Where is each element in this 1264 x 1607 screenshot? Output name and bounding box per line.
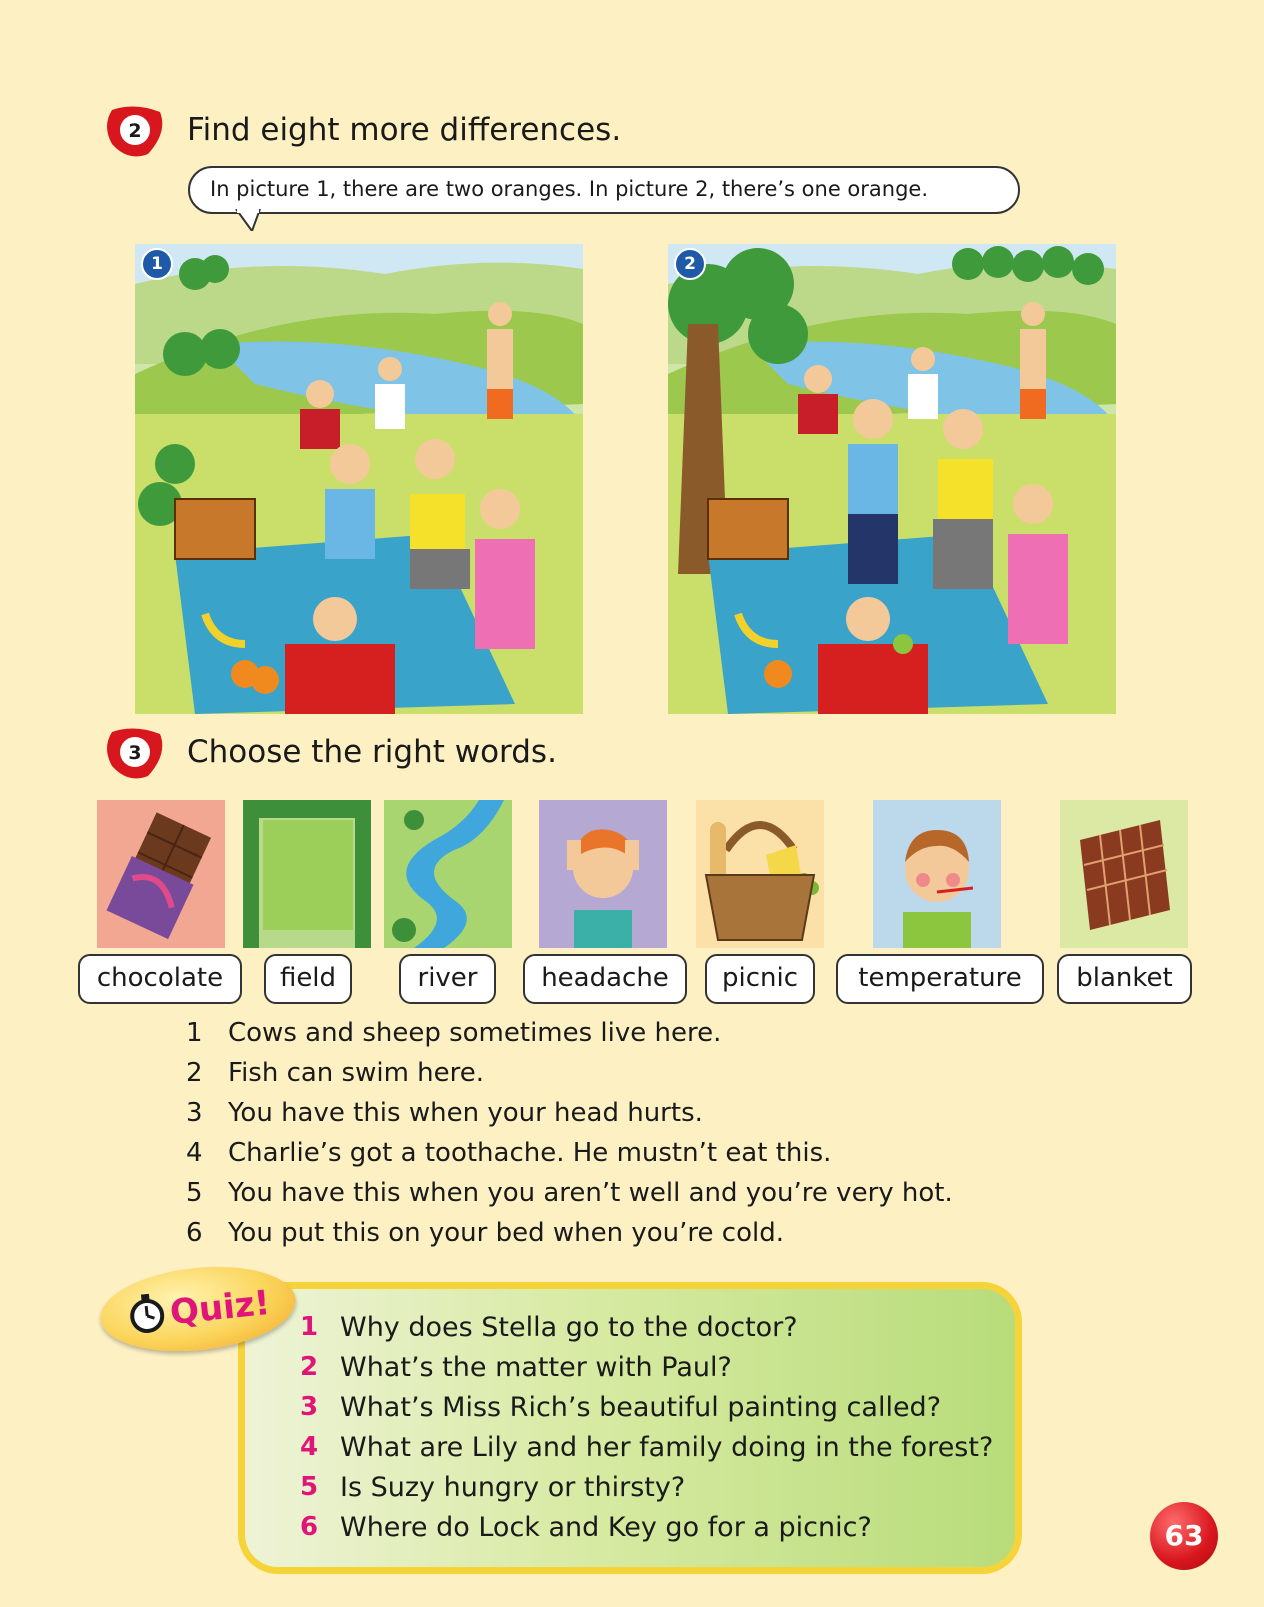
quiz-question-5-text: Is Suzy hungry or thirsty? — [340, 1472, 686, 1503]
exercise-2-badge — [104, 104, 166, 158]
field-picture — [243, 800, 371, 948]
exercise-3-number: 3 — [128, 742, 142, 764]
page-number: 63 — [1150, 1502, 1218, 1570]
quiz-question-5-number: 5 — [300, 1472, 319, 1502]
sentence-6-number: 6 — [186, 1218, 203, 1248]
quiz-question-3-text: What’s Miss Rich’s beautiful painting called? — [340, 1392, 942, 1423]
quiz-question-1-text: Why does Stella go to the doctor? — [340, 1312, 798, 1343]
stopwatch-icon — [126, 1292, 168, 1336]
speech-bubble-tail — [234, 209, 264, 231]
word-blanket: blanket — [1057, 954, 1192, 1004]
exercise-2-number: 2 — [128, 120, 142, 142]
picnic-picture-2 — [668, 244, 1116, 714]
picnic-picture-1 — [135, 244, 583, 714]
picnic-scene-1-illustration — [135, 244, 583, 714]
word-headache: headache — [523, 954, 687, 1004]
temperature-picture — [873, 800, 1001, 948]
word-picnic: picnic — [705, 954, 815, 1004]
quiz-question-3-number: 3 — [300, 1392, 319, 1422]
example-speech-bubble — [188, 166, 1020, 214]
exercise-3-badge — [104, 726, 166, 780]
sentence-2-number: 2 — [186, 1058, 203, 1088]
word-chocolate: chocolate — [78, 954, 242, 1004]
sentence-2-text: Fish can swim here. — [228, 1058, 485, 1088]
sentence-4-number: 4 — [186, 1138, 203, 1168]
quiz-question-1-number: 1 — [300, 1312, 319, 1342]
sentence-3-number: 3 — [186, 1098, 203, 1128]
sentence-5-text: You have this when you aren’t well and you’re very hot. — [228, 1178, 953, 1208]
word-field: field — [264, 954, 352, 1004]
headache-picture — [539, 800, 667, 948]
quiz-question-2-text: What’s the matter with Paul? — [340, 1352, 732, 1383]
sentence-5-number: 5 — [186, 1178, 203, 1208]
example-sentence: In picture 1, there are two oranges. In picture 2, there’s one orange. — [210, 177, 929, 201]
picture-1-number: 1 — [141, 248, 173, 280]
quiz-question-4-number: 4 — [300, 1432, 319, 1462]
picnic-basket-picture — [696, 800, 824, 948]
exercise-2-title: Find eight more differences. — [187, 112, 622, 148]
sentence-1-number: 1 — [186, 1018, 203, 1048]
sentence-3-text: You have this when your head hurts. — [228, 1098, 703, 1128]
quiz-question-4-text: What are Lily and her family doing in the forest? — [340, 1432, 994, 1463]
exercise-3-title: Choose the right words. — [187, 734, 557, 770]
picnic-scene-2-illustration — [668, 244, 1116, 714]
sentence-6-text: You put this on your bed when you’re cold. — [228, 1218, 784, 1248]
quiz-question-6-number: 6 — [300, 1512, 319, 1542]
word-temperature: temperature — [836, 954, 1044, 1004]
sentence-1-text: Cows and sheep sometimes live here. — [228, 1018, 722, 1048]
picture-2-number: 2 — [674, 248, 706, 280]
quiz-question-6-text: Where do Lock and Key go for a picnic? — [340, 1512, 872, 1543]
quiz-label: Quiz! — [168, 1282, 272, 1334]
blanket-picture — [1060, 800, 1188, 948]
sentence-4-text: Charlie’s got a toothache. He mustn’t eat this. — [228, 1138, 832, 1168]
chocolate-picture — [97, 800, 225, 948]
river-picture — [384, 800, 512, 948]
word-river: river — [399, 954, 496, 1004]
quiz-question-2-number: 2 — [300, 1352, 319, 1382]
